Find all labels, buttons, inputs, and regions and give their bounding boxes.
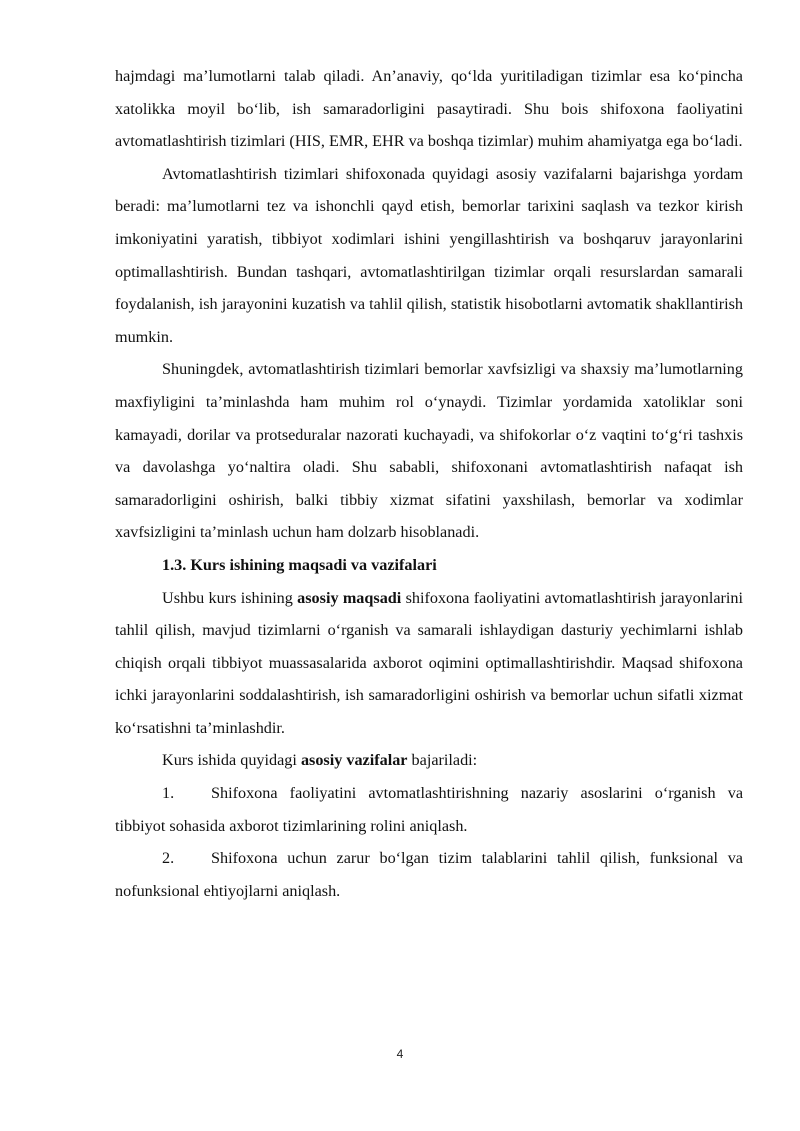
tasks-text-rest: bajariladi: <box>407 751 478 770</box>
list-item-number: 1. <box>162 784 175 803</box>
tasks-text-start: Kurs ishida quyidagi <box>162 751 301 770</box>
paragraph-continued: hajmdagi maʼlumotlarni talab qiladi. Anʼanaviy, qoʻlda yuritiladigan tizimlar esa koʻpincha xatolikka moyil boʻlib, ish samaradorligini pasaytiradi. Shu bois shifoxona faoliyatini avtomatlashtirish tizimlari (HIS, EMR, EHR va boshqa tizimlar) muhim ahamiyatga ega boʻladi. <box>115 67 743 151</box>
paragraph-goal <box>115 582 743 745</box>
list-item-text: Shifoxona uchun zarur boʻlgan tizim talablarini tahlil qilish, funksional va nofunksional ehtiyojlarni aniqlash. <box>115 849 743 900</box>
page-number: 4 <box>396 1047 404 1061</box>
goal-text-start: Ushbu kurs ishining <box>162 588 298 607</box>
list-item <box>115 777 743 842</box>
tasks-bold-term: asosiy vazifalar <box>300 751 408 770</box>
list-item <box>115 842 743 907</box>
paragraph-tasks-intro <box>115 744 743 777</box>
section-heading: 1.3. Kurs ishining maqsadi va vazifalari <box>162 555 437 574</box>
list-item-number: 2. <box>162 849 175 868</box>
paragraph-automation-tasks: Avtomatlashtirish tizimlari shifoxonada quyidagi asosiy vazifalarni bajarishga yordam beradi: maʼlumotlarni tez va ishonchli qayd etish, bemorlar tarixini saqlash va tezkor kirish imkoniyatini yaratish, tibbiyot xodimlari ishini yengillashtirish va boshqaruv jarayonlarini optimallashtirish. Bundan tashqari, avtomatlashtirilgan tizimlar orqali resurslardan samarali foydalanish, ish jarayonini kuzatish va tahlil qilish, statistik hisobotlarni avtomatik shakllantirish mumkin. <box>115 164 743 346</box>
goal-bold-term: asosiy maqsadi <box>297 588 402 607</box>
list-item-text: Shifoxona faoliyatini avtomatlashtirishning nazariy asoslarini oʻrganish va tibbiyot sohasida axborot tizimlarining rolini aniqlash. <box>115 784 743 835</box>
paragraph-security: Shuningdek, avtomatlashtirish tizimlari bemorlar xavfsizligi va shaxsiy maʼlumotlarning maxfiyligini taʼminlashda ham muhim rol oʻynaydi. Tizimlar yordamida xatoliklar soni kamayadi, dorilar va protseduralar nazorati kuchayadi, va shifokorlar oʻz vaqtini toʻgʻri tashxis va davolashga yoʻnaltira oladi. Shu sababli, shifoxonani avtomatlashtirish nafaqat ish samaradorligini oshirish, balki tibbiy xizmat sifatini yaxshilash, bemorlar va xodimlar xavfsizligini taʼminlash uchun ham dolzarb hisoblanadi. <box>115 360 743 542</box>
page-content <box>115 60 743 907</box>
goal-text-rest: shifoxona faoliyatini avtomatlashtirish jarayonlarini tahlil qilish, mavjud tizimlarni oʻrganish va samarali ishlaydigan dasturiy yechimlarni ishlab chiqish orqali tibbiyot muassasalarida axborot oqimini optimallashtirishdir. Maqsad shifoxona ichki jarayonlarini soddalashtirish, ish samaradorligini oshirish va bemorlar uchun sifatli xizmat koʻrsatishni taʼminlashdir. <box>115 588 743 737</box>
